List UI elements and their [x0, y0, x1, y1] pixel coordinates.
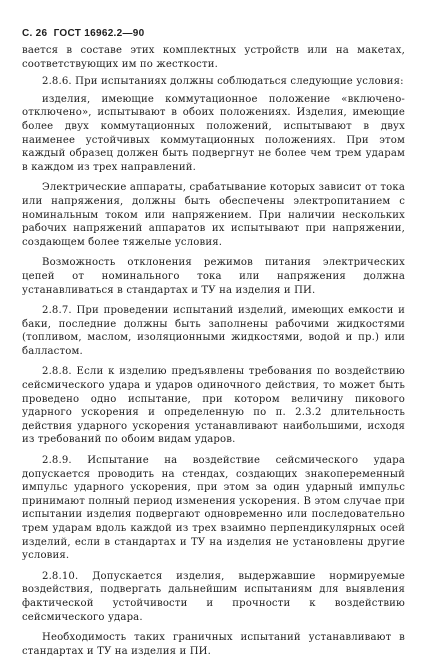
- paragraph-boundary-tests: Необходимость таких граничных испытаний устанавливают в стандартах и ТУ на изделия и ПИ.: [22, 632, 405, 657]
- page-header: [22, 28, 405, 39]
- standard-number: ГОСТ 16962.2—90: [53, 28, 145, 39]
- paragraph-2-8-6-switch-positions: изделия, имеющие коммутационное положение «включено-отключено», испытывают в обоих положениях. Изделия, имеющие более двух коммутационных положений, испытывают в двух наименее устойчивых коммутационных положениях. При этом каждый образец должен быть подвергнут не более чем трем ударам в каждом из трех направлений.: [22, 93, 405, 173]
- paragraph-2-8-8: 2.8.8. Если к изделию предъявлены требования по воздействию сейсмического удара и ударов одиночного действия, то может быть проведено одно испытание, при котором величину пикового ударного ускорения и определенную по п. 2.3.2 длительность действия ударного ускорения устанавливают наибольшими, исходя из требований по обоим видам ударов.: [22, 366, 405, 446]
- paragraph-2-8-9: 2.8.9. Испытание на воздействие сейсмического удара допускается проводить на стендах, создающих знакопеременный импульс ударного ускорения, при этом за один ударный импульс принимают полный период изменения ускорения. В этом случае при испытании изделия подвергают одновременно или последовательно трем ударам вдоль каждой из трех взаимно перпендикулярных осей изделий, если в стандартах и ТУ на изделия не установлены другие условия.: [22, 455, 405, 562]
- page-number: С. 26: [22, 28, 48, 39]
- paragraph-2-8-7: 2.8.7. При проведении испытаний изделий, имеющих емкости и баки, последние должны быть заполнены рабочими жидкостями (топливом, маслом, изоляционными жидкостями, водой и пр.) или балластом.: [22, 305, 405, 357]
- paragraph-2-8-6: 2.8.6. При испытаниях должны соблюдаться следующие условия:: [42, 76, 404, 88]
- paragraph-2-8-10: 2.8.10. Допускается изделия, выдержавшие нормируемые воздействия, подвергать дальнейшим испытаниям для выявления фактической устойчивости и прочности к воздействию сейсмического удара.: [22, 570, 405, 623]
- paragraph-power-deviation: Возможность отклонения режимов питания электрических цепей от номинального тока или напряжения должна устанавливаться в стандартах и ТУ на изделия и ПИ.: [22, 257, 405, 296]
- paragraph-electrical-apparatus: Электрические аппараты, срабатывание которых зависит от тока или напряжения, должны быть обеспечены электропитанием с номинальным током или напряжением. При наличии нескольких рабочих напряжений аппаратов их испытывают при напряжении, создающем более тяжелые условия.: [22, 182, 405, 248]
- paragraph-continuation: вается в составе этих комплектных устройств или на макетах, соответствующих им по жесткости.: [22, 45, 405, 70]
